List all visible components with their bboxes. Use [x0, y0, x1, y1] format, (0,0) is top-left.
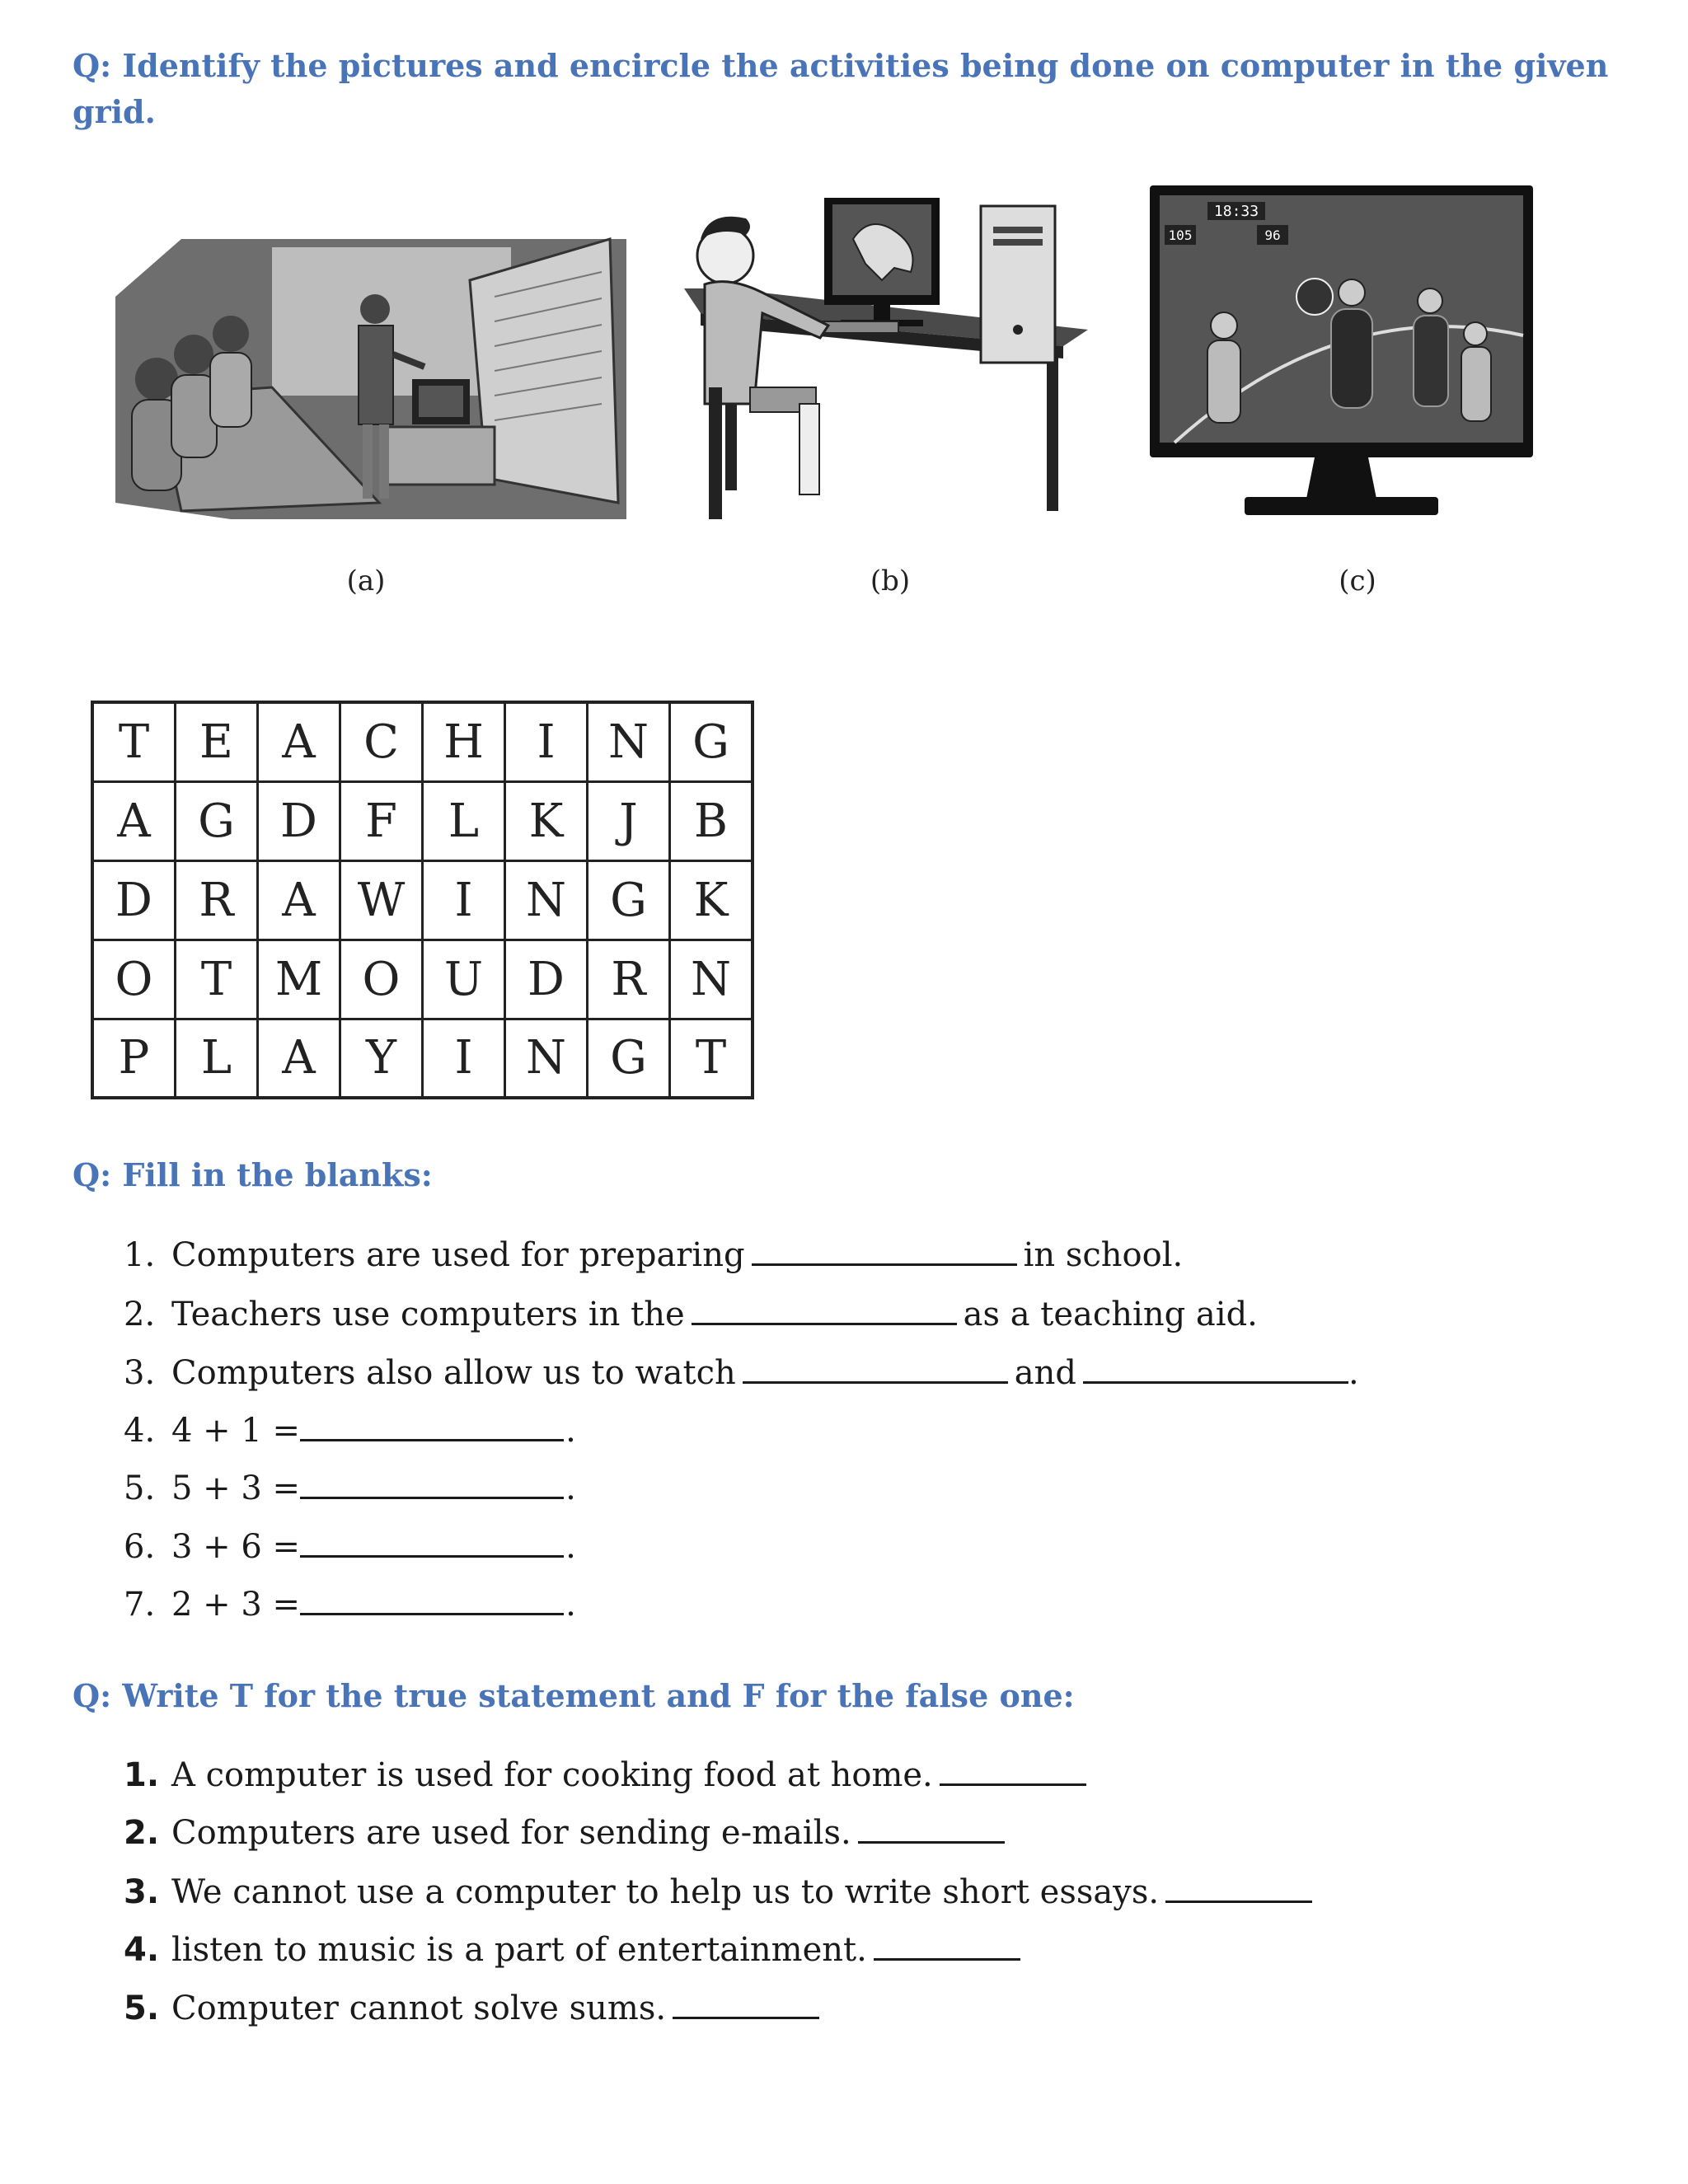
- true-false-item-4: [124, 1925, 1027, 1973]
- item-number: 4.: [124, 1931, 160, 1969]
- answer-blank[interactable]: [692, 1290, 957, 1325]
- grid-letter-cell[interactable]: G: [588, 860, 670, 940]
- grid-letter-cell[interactable]: A: [258, 860, 340, 940]
- grid-letter-cell[interactable]: K: [505, 781, 588, 860]
- grid-letter-cell[interactable]: D: [258, 781, 340, 860]
- statement-text: Computers are used for sending e-mails.: [171, 1814, 851, 1852]
- scoreboard-right-score: 96: [1264, 227, 1281, 243]
- answer-blank[interactable]: [300, 1580, 564, 1615]
- word-search-grid: [91, 701, 754, 1099]
- grid-row: [92, 860, 753, 940]
- grid-letter-cell[interactable]: N: [505, 1019, 588, 1098]
- item-number: 2.: [124, 1296, 156, 1333]
- grid-letter-cell[interactable]: A: [92, 781, 176, 860]
- grid-letter-cell[interactable]: L: [423, 781, 505, 860]
- grid-row: [92, 781, 753, 860]
- statement-text: listen to music is a part of entertainment.: [171, 1931, 867, 1969]
- item-text-after: .: [565, 1528, 576, 1566]
- grid-letter-cell[interactable]: E: [176, 702, 258, 781]
- grid-letter-cell[interactable]: D: [505, 940, 588, 1019]
- grid-letter-cell[interactable]: C: [340, 702, 423, 781]
- answer-blank[interactable]: [858, 1808, 1005, 1844]
- grid-letter-cell[interactable]: F: [340, 781, 423, 860]
- fill-item-1: [124, 1230, 1183, 1278]
- true-false-item-1: [124, 1750, 1093, 1798]
- fill-item-3: [124, 1348, 1359, 1396]
- grid-letter-cell[interactable]: N: [588, 702, 670, 781]
- fill-item-6: [124, 1522, 576, 1570]
- grid-letter-cell[interactable]: I: [423, 1019, 505, 1098]
- item-text: Computers also allow us to watch: [171, 1354, 736, 1392]
- statement-text: Computer cannot solve sums.: [171, 1990, 667, 2027]
- item-text: 4 + 1 =: [171, 1412, 301, 1450]
- item-number: 3.: [124, 1354, 156, 1392]
- item-text: Computers are used for preparing: [171, 1236, 745, 1274]
- grid-letter-cell[interactable]: D: [92, 860, 176, 940]
- grid-letter-cell[interactable]: A: [258, 702, 340, 781]
- item-text-after: as a teaching aid.: [963, 1296, 1258, 1333]
- grid-letter-cell[interactable]: M: [258, 940, 340, 1019]
- caption-a: (a): [346, 565, 386, 598]
- grid-letter-cell[interactable]: G: [588, 1019, 670, 1098]
- grid-row: [92, 702, 753, 781]
- grid-row: [92, 1019, 753, 1098]
- grid-letter-cell[interactable]: J: [588, 781, 670, 860]
- fill-item-7: [124, 1580, 576, 1628]
- answer-blank[interactable]: [940, 1750, 1086, 1786]
- grid-letter-cell[interactable]: H: [423, 702, 505, 781]
- true-false-item-3: [124, 1868, 1319, 1915]
- answer-blank[interactable]: [300, 1522, 564, 1558]
- basketball-tv-image: [1150, 185, 1533, 532]
- answer-blank[interactable]: [300, 1464, 564, 1499]
- grid-letter-cell[interactable]: A: [258, 1019, 340, 1098]
- question-2-heading: Q: Fill in the blanks:: [73, 1156, 433, 1193]
- item-text-after: .: [565, 1412, 576, 1450]
- grid-letter-cell[interactable]: O: [92, 940, 176, 1019]
- item-number: 4.: [124, 1412, 156, 1450]
- question-1-heading: Q: Identify the pictures and encircle the activities being done on computer in the given grid.: [73, 47, 1609, 130]
- grid-letter-cell[interactable]: K: [670, 860, 753, 940]
- item-number: 5.: [124, 1469, 156, 1507]
- caption-c: (c): [1339, 565, 1376, 598]
- answer-blank[interactable]: [743, 1348, 1008, 1384]
- scoreboard-left-score: 105: [1168, 227, 1193, 243]
- grid-letter-cell[interactable]: Y: [340, 1019, 423, 1098]
- answer-blank[interactable]: [1165, 1868, 1312, 1903]
- fill-item-2: [124, 1290, 1258, 1338]
- grid-letter-cell[interactable]: U: [423, 940, 505, 1019]
- grid-letter-cell[interactable]: P: [92, 1019, 176, 1098]
- item-text-after: .: [565, 1586, 576, 1624]
- item-number: 5.: [124, 1990, 160, 2027]
- answer-blank[interactable]: [874, 1925, 1020, 1961]
- item-number: 6.: [124, 1528, 156, 1566]
- item-number: 7.: [124, 1586, 156, 1624]
- item-text-after: .: [565, 1469, 576, 1507]
- item-text: 5 + 3 =: [171, 1469, 301, 1507]
- item-text-after: .: [1348, 1354, 1359, 1392]
- answer-blank[interactable]: [673, 1984, 819, 2019]
- statement-text: A computer is used for cooking food at home.: [171, 1756, 933, 1794]
- true-false-item-2: [124, 1808, 1011, 1856]
- statement-text: We cannot use a computer to help us to write short essays.: [171, 1873, 1160, 1911]
- grid-row: [92, 940, 753, 1019]
- grid-letter-cell[interactable]: L: [176, 1019, 258, 1098]
- fill-item-4: [124, 1406, 576, 1454]
- item-text: 2 + 3 =: [171, 1586, 301, 1624]
- grid-letter-cell[interactable]: I: [505, 702, 588, 781]
- item-text-mid: and: [1014, 1354, 1076, 1392]
- grid-letter-cell[interactable]: B: [670, 781, 753, 860]
- item-text-after: in school.: [1023, 1236, 1184, 1274]
- caption-b: (b): [870, 565, 911, 598]
- grid-letter-cell[interactable]: T: [92, 702, 176, 781]
- answer-blank[interactable]: [300, 1406, 564, 1441]
- grid-letter-cell[interactable]: R: [176, 860, 258, 940]
- item-text: 3 + 6 =: [171, 1528, 301, 1566]
- answer-blank[interactable]: [1083, 1348, 1348, 1384]
- grid-letter-cell[interactable]: R: [588, 940, 670, 1019]
- grid-letter-cell[interactable]: I: [423, 860, 505, 940]
- girl-drawing-image: [676, 181, 1104, 536]
- answer-blank[interactable]: [752, 1230, 1017, 1266]
- item-number: 1.: [124, 1236, 156, 1274]
- grid-letter-cell[interactable]: N: [670, 940, 753, 1019]
- grid-letter-cell[interactable]: G: [176, 781, 258, 860]
- grid-letter-cell[interactable]: T: [670, 1019, 753, 1098]
- grid-letter-cell[interactable]: G: [670, 702, 753, 781]
- scoreboard-time: 18:33: [1213, 203, 1259, 220]
- grid-letter-cell[interactable]: N: [505, 860, 588, 940]
- item-number: 1.: [124, 1756, 160, 1794]
- grid-letter-cell[interactable]: O: [340, 940, 423, 1019]
- item-number: 2.: [124, 1814, 160, 1852]
- grid-letter-cell[interactable]: W: [340, 860, 423, 940]
- item-number: 3.: [124, 1873, 160, 1911]
- item-text: Teachers use computers in the: [171, 1296, 685, 1333]
- classroom-teaching-image: [107, 231, 635, 527]
- grid-letter-cell[interactable]: T: [176, 940, 258, 1019]
- true-false-item-5: [124, 1984, 826, 2032]
- question-3-heading: Q: Write T for the true statement and F for the false one:: [73, 1677, 1075, 1714]
- fill-item-5: [124, 1464, 576, 1511]
